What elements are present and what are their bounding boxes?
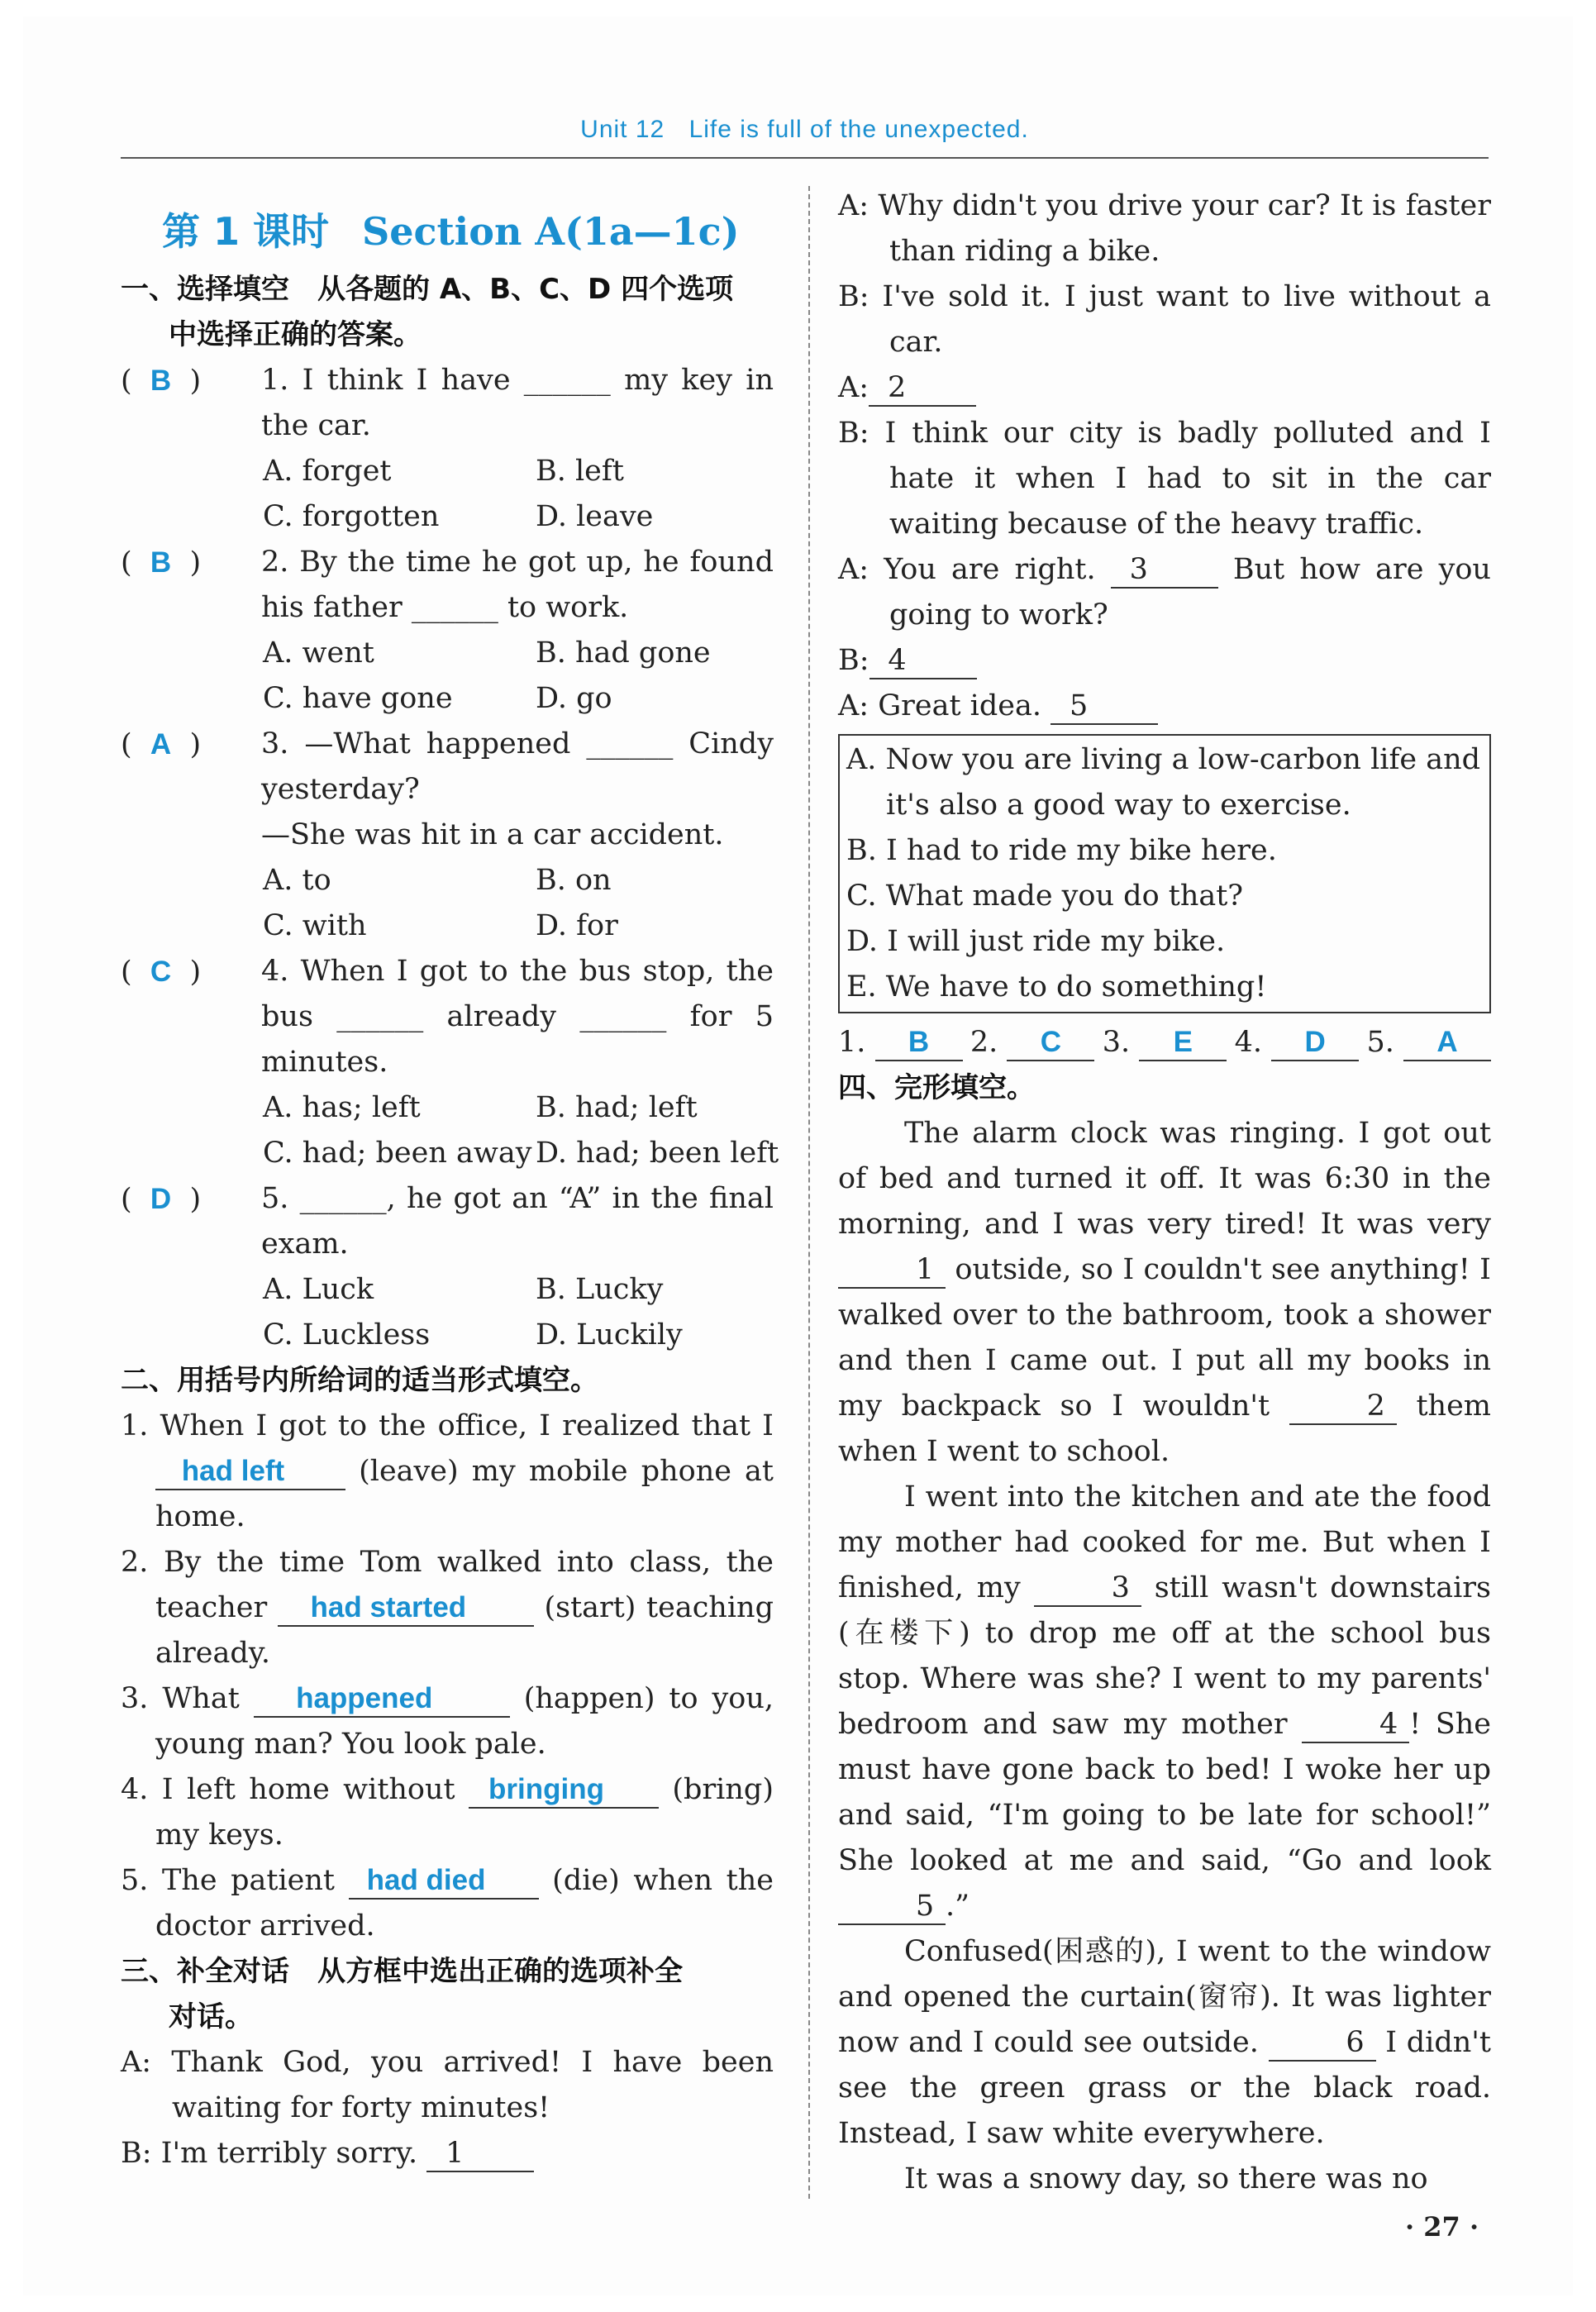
answer-3: A (150, 728, 172, 760)
list-item: 5. The patient had died (die) when the doctor arrived. (121, 1864, 774, 1943)
dialogue-line: B: I think our city is badly polluted and I hate it when I had to sit in the car waiting because of the heavy traffic. (838, 417, 1491, 541)
dialogue-line: A: Thank God, you arrived! I have been waiting for forty minutes! (121, 2046, 774, 2124)
lesson-title (162, 203, 774, 260)
question-3: ( A ) 3. —What happened ______ Cindy yesterday? —She was hit in a car accident. (121, 722, 774, 858)
dialogue-blank: 4 (869, 643, 977, 679)
question-stem: 4. When I got to the bus stop, the bus ______ already ______ for 5 minutes. (261, 955, 774, 1079)
section-2-heading: 二、用括号内所给词的适当形式填空。 (121, 1364, 598, 1397)
options-1: A. forget B. left C. forgotten D. leave (263, 455, 654, 533)
box-option: C. What made you do that? (846, 880, 1244, 913)
dialogue-line: A: Great idea. 5 (838, 684, 1491, 729)
dialogue-answer: D (1271, 1025, 1359, 1061)
answer-4: C (150, 956, 172, 988)
dialogue-blank: 3 (1111, 552, 1218, 589)
dialogue-line: B: I've sold it. I just want to live without a car. (838, 280, 1491, 359)
dialogue-line: A: 2 (838, 365, 1491, 411)
box-option: E. We have to do something! (846, 970, 1267, 1003)
filled-answer: had started (278, 1590, 534, 1627)
filled-answer: happened (254, 1681, 510, 1718)
header-rule (121, 157, 1489, 159)
section-4-heading: 四、完形填空。 (838, 1071, 1035, 1104)
cloze-paragraph: The alarm clock was ringing. I got out of bed and turned it off. It was 6:30 in the morning, and I was very tired! It was very 1 outside, so I couldn't see anything! I walked over to the bathroom, took a shower and then I came out. I put all my books in my backpack so I wouldn't 2 them when I went to school. (838, 1117, 1491, 1468)
header-title: Life is full of the unexpected. (688, 116, 1029, 143)
cloze-blank: 4 (1302, 1707, 1409, 1743)
right-column (838, 184, 1491, 2202)
list-item: 4. I left home without bringing (bring) my keys. (121, 1773, 774, 1852)
question-5: ( D ) 5. ______, he got an “A” in the final exam. (121, 1176, 774, 1267)
list-item: 1. When I got to the office, I realized that I had left (leave) my mobile phone at home. (121, 1409, 774, 1533)
question-stem: 1. I think I have ______ my key in the car. (261, 364, 774, 442)
box-option: B. I had to ride my bike here. (846, 834, 1277, 867)
question-stem: 5. ______, he got an “A” in the final exam. (261, 1182, 774, 1261)
cloze-paragraph: It was a snowy day, so there was no (904, 2162, 1428, 2195)
box-option: A. Now you are living a low-carbon life and it's also a good way to exercise. (846, 743, 1481, 822)
dialogue-blank: 2 (869, 370, 976, 407)
list-item: 3. What happened (happen) to you, young man? You look pale. (121, 1682, 774, 1761)
cloze-blank: 1 (838, 1252, 946, 1289)
answer-5: D (150, 1183, 172, 1215)
page-number: · 27 · (1405, 2211, 1479, 2243)
column-divider (808, 186, 810, 2199)
question-1: ( B ) 1. I think I have ______ my key in the car. (121, 358, 774, 449)
dialogue-answer: B (875, 1025, 963, 1061)
dialogue-line: B: I'm terribly sorry. 1 (121, 2131, 774, 2176)
cloze-blank: 6 (1269, 2025, 1376, 2062)
dialogue-line: B: 4 (838, 638, 1491, 684)
header-unit: Unit 12 (580, 116, 665, 143)
filled-answer: had left (155, 1454, 345, 1490)
dialogue-blank: 1 (426, 2136, 534, 2172)
question-stem: 2. By the time he got up, he found his father ______ to work. (261, 546, 774, 624)
dialogue-line: A: You are right. 3 But how are you going to work? (838, 553, 1491, 632)
dialogue-answer: E (1139, 1025, 1227, 1061)
question-stem-reply: —She was hit in a car accident. (261, 818, 724, 851)
options-5: A. Luck B. Lucky C. Luckless D. Luckily (263, 1273, 683, 1351)
list-item: 2. By the time Tom walked into class, the teacher had started (start) teaching already. (121, 1546, 774, 1670)
box-option: D. I will just ride my bike. (846, 925, 1226, 958)
options-box (838, 734, 1491, 1013)
left-column (121, 203, 779, 2176)
filled-answer: had died (349, 1863, 539, 1900)
section-1-heading: 一、选择填空 从各题的 A、B、C、D 四个选项 中选择正确的答案。 (121, 273, 734, 351)
question-2: ( B ) 2. By the time he got up, he found his father ______ to work. (121, 540, 774, 631)
fill-in-list (121, 1404, 774, 1949)
lesson-title-en: Section A(1a—1c) (362, 209, 740, 254)
dialogue-answers: 1. B 2. C 3. E 4. D 5. A (838, 1020, 1491, 1065)
options-2: A. went B. had gone C. have gone D. go (263, 636, 711, 715)
answer-2: B (150, 546, 172, 579)
dialogue-blank: 5 (1051, 689, 1158, 725)
cloze-blank: 2 (1289, 1389, 1397, 1425)
options-4: A. has; left B. had; left C. had; been away D. had; been left (263, 1091, 779, 1170)
lesson-title-cn: 第 1 课时 (162, 209, 330, 254)
filled-answer: bringing (469, 1772, 659, 1809)
cloze-blank: 5 (838, 1889, 946, 1925)
question-4: ( C ) 4. When I got to the bus stop, the bus ______ already ______ for 5 minutes. (121, 949, 774, 1085)
dialogue-answer: A (1403, 1025, 1491, 1061)
dialogue-line: A: Why didn't you drive your car? It is faster than riding a bike. (838, 189, 1491, 268)
cloze-blank: 3 (1034, 1571, 1141, 1607)
cloze-paragraph: I went into the kitchen and ate the food my mother had cooked for me. But when I finished, my 3 still wasn't downstairs (在楼下) to drop me off at the school bus stop. Where was she? I went to my parents' bedroom and saw my mother 4 ! She must have gone back to bed! I woke her up and said, “I'm going to be late for school!” She looked at me and said, “Go and look 5 .” (838, 1475, 1491, 1929)
answer-1: B (150, 365, 172, 397)
running-header (121, 116, 1489, 150)
cloze-paragraph: Confused(困惑的), I went to the window and opened the curtain(窗帘). It was lighter now and I could see outside. 6 I didn't see the green grass or the black road. Instead, I saw white everywhere. (838, 1935, 1491, 2150)
question-stem: 3. —What happened ______ Cindy yesterday? (261, 727, 774, 806)
section-3-heading: 三、补全对话 从方框中选出正确的选项补全 对话。 (121, 1955, 683, 2033)
options-3: A. to B. on C. with D. for (263, 864, 618, 942)
dialogue-answer: C (1007, 1025, 1094, 1061)
